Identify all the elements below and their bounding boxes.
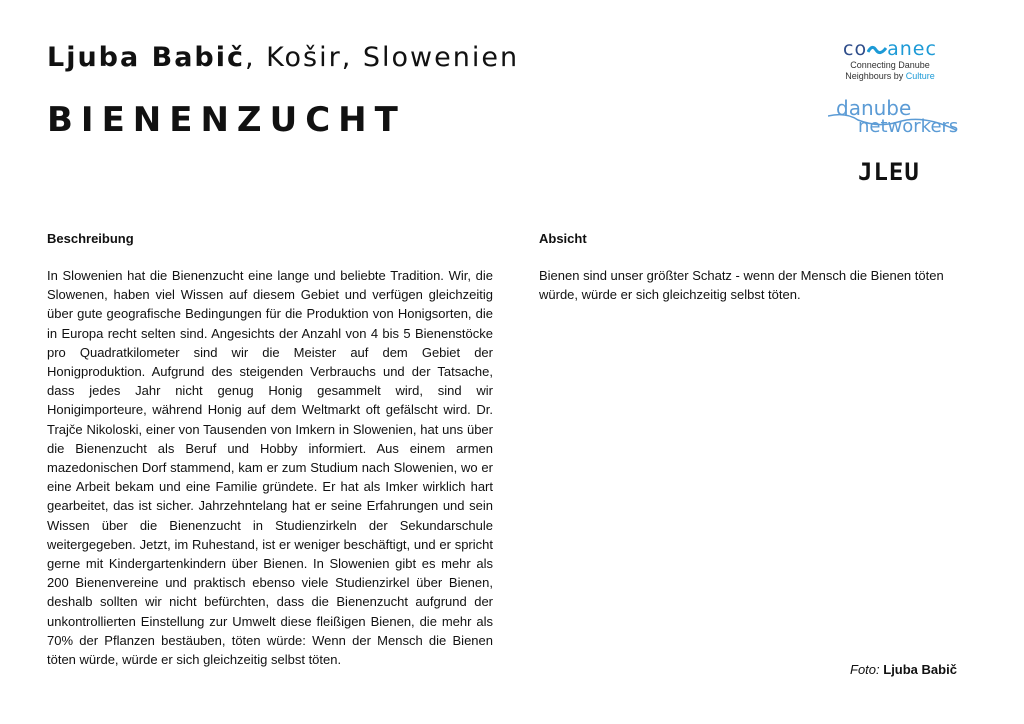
photo-credit-label: Foto: [850, 662, 884, 677]
jleu-logo: JLEU [858, 158, 920, 186]
logo-area [820, 38, 960, 186]
cowanec-brand [820, 38, 960, 60]
intent-heading: Absicht [539, 231, 587, 246]
wave-icon [867, 38, 887, 60]
page-title: BIENENZUCHT [47, 100, 406, 140]
cowanec-subtitle-prefix: Neighbours by [845, 71, 906, 81]
description-text: In Slowenien hat die Bienenzucht eine lange und beliebte Tradition. Wir, die Slowenen, haben viel Wissen auf diesem Gebiet und verfügen gleichzeitig über gute geografische Bedingungen für die Produktion von Honigsorten, die in Europa recht selten sind. Angesichts der Anzahl von 4 bis 5 Bienenstöcke pro Quadratkilometer sind wir die Meister auf dem Gebiet der Honigproduktion. Aufgrund des steigenden Verbrauchs und der Tatsache, dass jedes Jahr nicht genug Honig gesammelt wird, sind wir Honigimporteure, während Honig auf dem Weltmarkt oft gefälscht wird. Dr. Trajče Nikoloski, einer von Tausenden von Imkern in Slowenien, hat uns über die Bienenzucht als Beruf und Hobby informiert. Aus einem armen mazedonischen Dorf stammend, kam er zum Studium nach Slowenien, wo er eine Arbeit bekam und eine Familie gründete. Er hat als Imker wirklich hart gearbeitet, das ist sicher. Jahrzehntelang hat er seine Erfahrungen und sein Wissen über die Bienenzucht in Studienzirkeln der Sekundarschule weitergegeben. Jetzt, im Ruhestand, ist er weniger beschäftigt, und er spricht gerne mit Kindergartenkindern über Bienen. In Slowenien gibt es mehr als 200 Bienenvereine und praktisch ebenso viele Studienzirkel über Bienen, deshalb sollten wir nicht befürchten, dass die Bienenzucht aufgrund der unkontrollierten Einstellung zur Umwelt diese fleißigen Bienen, die mehr als 70% der Pflanzen bestäuben, töten würde: Wenn der Mensch die Bienen töten würde, würde er sich gleichzeitig selbst töten. [47, 268, 493, 668]
danube-networkers-logo [828, 96, 958, 144]
description-heading: Beschreibung [47, 231, 134, 246]
cowanec-subtitle-2 [820, 71, 960, 82]
cowanec-brand-part1: co [843, 38, 868, 60]
cowanec-logo [820, 38, 960, 82]
danube-word: danube [836, 96, 912, 120]
cowanec-brand-part2: anec [887, 38, 937, 60]
cowanec-subtitle-highlight: Culture [905, 71, 935, 81]
photo-credit-name: Ljuba Babič [883, 662, 957, 677]
author-location: , Košir, Slowenien [245, 42, 520, 73]
intent-body: Bienen sind unser größter Schatz - wenn der Mensch die Bienen töten würde, würde er sich gleichzeitig selbst töten. [539, 268, 944, 303]
photo-credit [850, 662, 957, 677]
author-name: Ljuba Babič [47, 42, 246, 73]
cowanec-subtitle-1: Connecting Danube [850, 60, 930, 70]
author-heading [47, 42, 519, 73]
networkers-word: networkers [858, 116, 959, 137]
description-body [47, 266, 493, 669]
